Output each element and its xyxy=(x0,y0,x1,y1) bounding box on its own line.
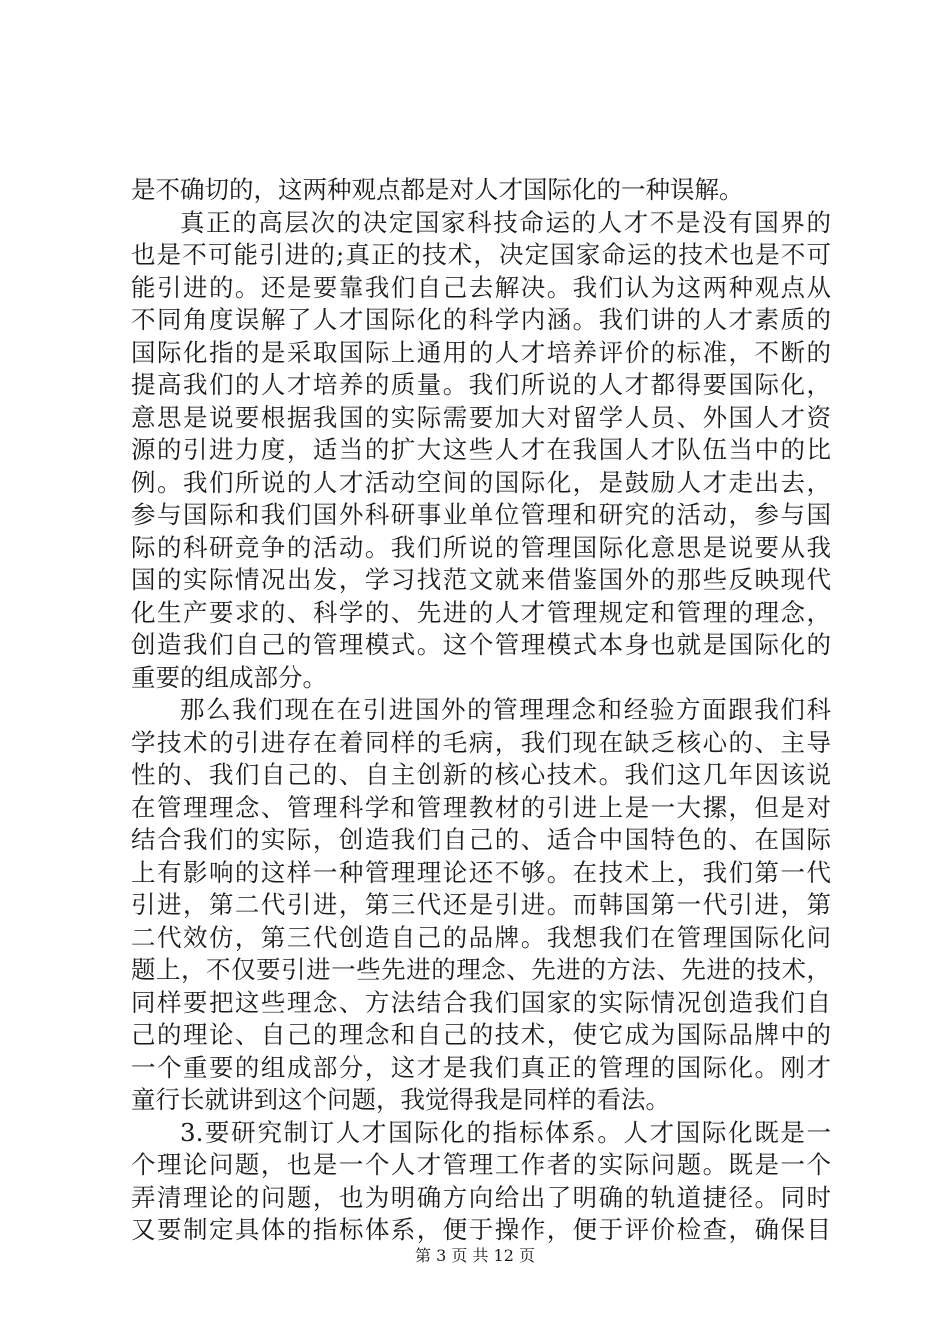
text-line: 在管理理念、管理科学和管理教材的引进上是一大摞，但是对 xyxy=(131,792,831,822)
text-line: 一个重要的组成部分，这才是我们真正的管理的国际化。刚才 xyxy=(131,1052,831,1082)
text-line: 化生产要求的、科学的、先进的人才管理规定和管理的理念， xyxy=(131,597,831,627)
text-line: 弄清理论的问题，也为明确方向给出了明确的轨道捷径。同时 xyxy=(131,1182,831,1212)
text-line: 学技术的引进存在着同样的毛病，我们现在缺乏核心的、主导 xyxy=(131,727,831,757)
text-line: 同样要把这些理念、方法结合我们国家的实际情况创造我们自 xyxy=(131,987,831,1017)
text-line: 国的实际情况出发，学习找范文就来借鉴国外的那些反映现代 xyxy=(131,565,831,594)
text-line: 性的、我们自己的、自主创新的核心技术。我们这几年因该说 xyxy=(131,760,831,789)
page-footer: 第 3 页 共 12 页 xyxy=(415,1246,535,1265)
text-line: 不同角度误解了人才国际化的科学内涵。我们讲的人才素质的 xyxy=(131,305,831,334)
text-line: 例。我们所说的人才活动空间的国际化，是鼓励人才走出去， xyxy=(131,467,831,497)
text-line: 是不确切的，这两种观点都是对人才国际化的一种误解。 xyxy=(131,175,744,204)
text-line: 能引进的。还是要靠我们自己去解决。我们认为这两种观点从 xyxy=(131,272,831,302)
text-line: 际的科研竞争的活动。我们所说的管理国际化意思是说要从我 xyxy=(131,532,831,562)
text-line: 意思是说要根据我国的实际需要加大对留学人员、外国人才资 xyxy=(131,402,831,432)
text-line: 结合我们的实际，创造我们自己的、适合中国特色的、在国际 xyxy=(131,825,831,854)
text-line: 重要的组成部分。 xyxy=(131,662,327,692)
text-line: 国际化指的是采取国际上通用的人才培养评价的标准，不断的 xyxy=(131,337,831,367)
text-line: 上有影响的这样一种管理理论还不够。在技术上，我们第一代 xyxy=(131,857,831,887)
text-line: 也是不可能引进的;真正的技术，决定国家命运的技术也是不可 xyxy=(131,240,831,269)
text-line: 创造我们自己的管理模式。这个管理模式本身也就是国际化的 xyxy=(131,630,831,659)
text-line: 参与国际和我们国外科研事业单位管理和研究的活动，参与国 xyxy=(131,500,831,529)
text-line: 又要制定具体的指标体系，便于操作，便于评价检查，确保目 xyxy=(131,1215,831,1244)
text-line: 童行长就讲到这个问题，我觉得我是同样的看法。 xyxy=(131,1085,670,1114)
text-line: 那么我们现在在引进国外的管理理念和经验方面跟我们科 xyxy=(180,695,831,724)
text-line: 引进，第二代引进，第三代还是引进。而韩国第一代引进，第 xyxy=(131,890,831,919)
text-line: 二代效仿，第三代创造自己的品牌。我想我们在管理国际化问 xyxy=(131,922,831,952)
text-line: 源的引进力度，适当的扩大这些人才在我国人才队伍当中的比 xyxy=(131,435,831,464)
text-line: 个理论问题，也是一个人才管理工作者的实际问题。既是一个 xyxy=(131,1150,831,1179)
text-line: 真正的高层次的决定国家科技命运的人才不是没有国界的 xyxy=(180,207,831,237)
text-line: 题上，不仅要引进一些先进的理念、先进的方法、先进的技术， xyxy=(131,955,831,984)
text-line: 提高我们的人才培养的质量。我们所说的人才都得要国际化， xyxy=(131,370,831,399)
text-line: 3.要研究制订人才国际化的指标体系。人才国际化既是一 xyxy=(180,1117,831,1147)
text-line: 己的理论、自己的理念和自己的技术，使它成为国际品牌中的 xyxy=(131,1020,831,1049)
body-text xyxy=(131,174,831,1247)
